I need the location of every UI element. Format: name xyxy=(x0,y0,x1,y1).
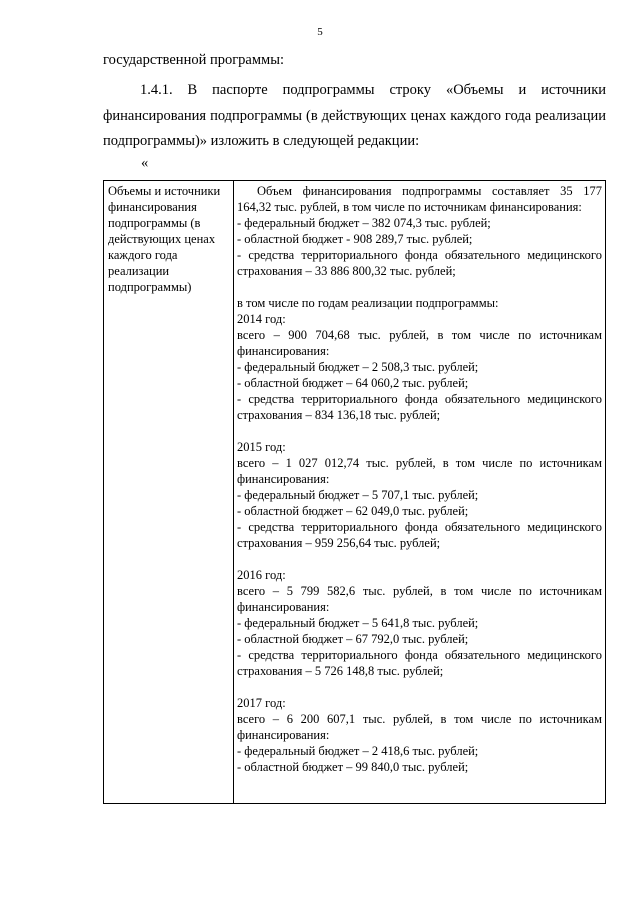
year-2014-label: 2014 год: xyxy=(237,312,286,326)
year-2014-total: всего – 900 704,68 тыс. рублей, в том числе по источникам финансирования: xyxy=(237,328,602,358)
column-divider xyxy=(233,181,234,803)
year-2015-oms: - средства территориального фонда обязательного медицинского страхования – 959 256,64 тыс. рублей; xyxy=(237,520,602,550)
year-2017-total: всего – 6 200 607,1 тыс. рублей, в том числе по источникам финансирования: xyxy=(237,712,602,742)
year-2016-regional: - областной бюджет – 67 792,0 тыс. рублей; xyxy=(237,632,469,646)
year-2017-federal: - федеральный бюджет – 2 418,6 тыс. рублей; xyxy=(237,744,479,758)
year-2015-regional: - областной бюджет – 62 049,0 тыс. рублей; xyxy=(237,504,469,518)
by-years-heading: в том числе по годам реализации подпрограммы: xyxy=(237,296,499,310)
summary-regional: - областной бюджет - 908 289,7 тыс. рублей; xyxy=(237,232,473,246)
row-label-cell: Объемы и источники финансирования подпрограммы (в действующих ценах каждого года реализации подпрограммы) xyxy=(108,184,221,294)
year-2017-regional: - областной бюджет – 99 840,0 тыс. рублей; xyxy=(237,760,469,774)
summary-oms: - средства территориального фонда обязательного медицинского страхования – 33 886 800,32 тыс. рублей; xyxy=(237,248,602,278)
year-2017-label: 2017 год: xyxy=(237,696,286,710)
year-2016-oms: - средства территориального фонда обязательного медицинского страхования – 5 726 148,8 тыс. рублей; xyxy=(237,648,602,678)
financing-details-cell xyxy=(237,183,602,775)
year-2014-regional: - областной бюджет – 64 060,2 тыс. рублей; xyxy=(237,376,469,390)
year-2015-federal: - федеральный бюджет – 5 707,1 тыс. рублей; xyxy=(237,488,479,502)
year-2016-federal: - федеральный бюджет – 5 641,8 тыс. рублей; xyxy=(237,616,479,630)
summary-federal: - федеральный бюджет – 382 074,3 тыс. рублей; xyxy=(237,216,491,230)
year-2014-federal: - федеральный бюджет – 2 508,3 тыс. рублей; xyxy=(237,360,479,374)
year-2015-total: всего – 1 027 012,74 тыс. рублей, в том числе по источникам финансирования: xyxy=(237,456,602,486)
year-2015-label: 2015 год: xyxy=(237,440,286,454)
intro-continuation-line: государственной программы: xyxy=(103,52,284,68)
page-number: 5 xyxy=(317,26,323,38)
year-2016-total: всего – 5 799 582,6 тыс. рублей, в том числе по источникам финансирования: xyxy=(237,584,602,614)
opening-quote-mark: « xyxy=(141,155,149,171)
subprogram-passport-table xyxy=(103,180,606,804)
summary-total: Объем финансирования подпрограммы составляет 35 177 164,32 тыс. рублей, в том числе по источникам финансирования: xyxy=(237,184,602,214)
year-2016-label: 2016 год: xyxy=(237,568,286,582)
year-2014-oms: - средства территориального фонда обязательного медицинского страхования – 834 136,18 тыс. рублей; xyxy=(237,392,602,422)
amendment-paragraph: 1.4.1. В паспорте подпрограммы строку «Объемы и источники финансирования подпрограммы (в действующих ценах каждого года реализации подпрограммы)» изложить в следующей редакции: xyxy=(103,82,606,149)
